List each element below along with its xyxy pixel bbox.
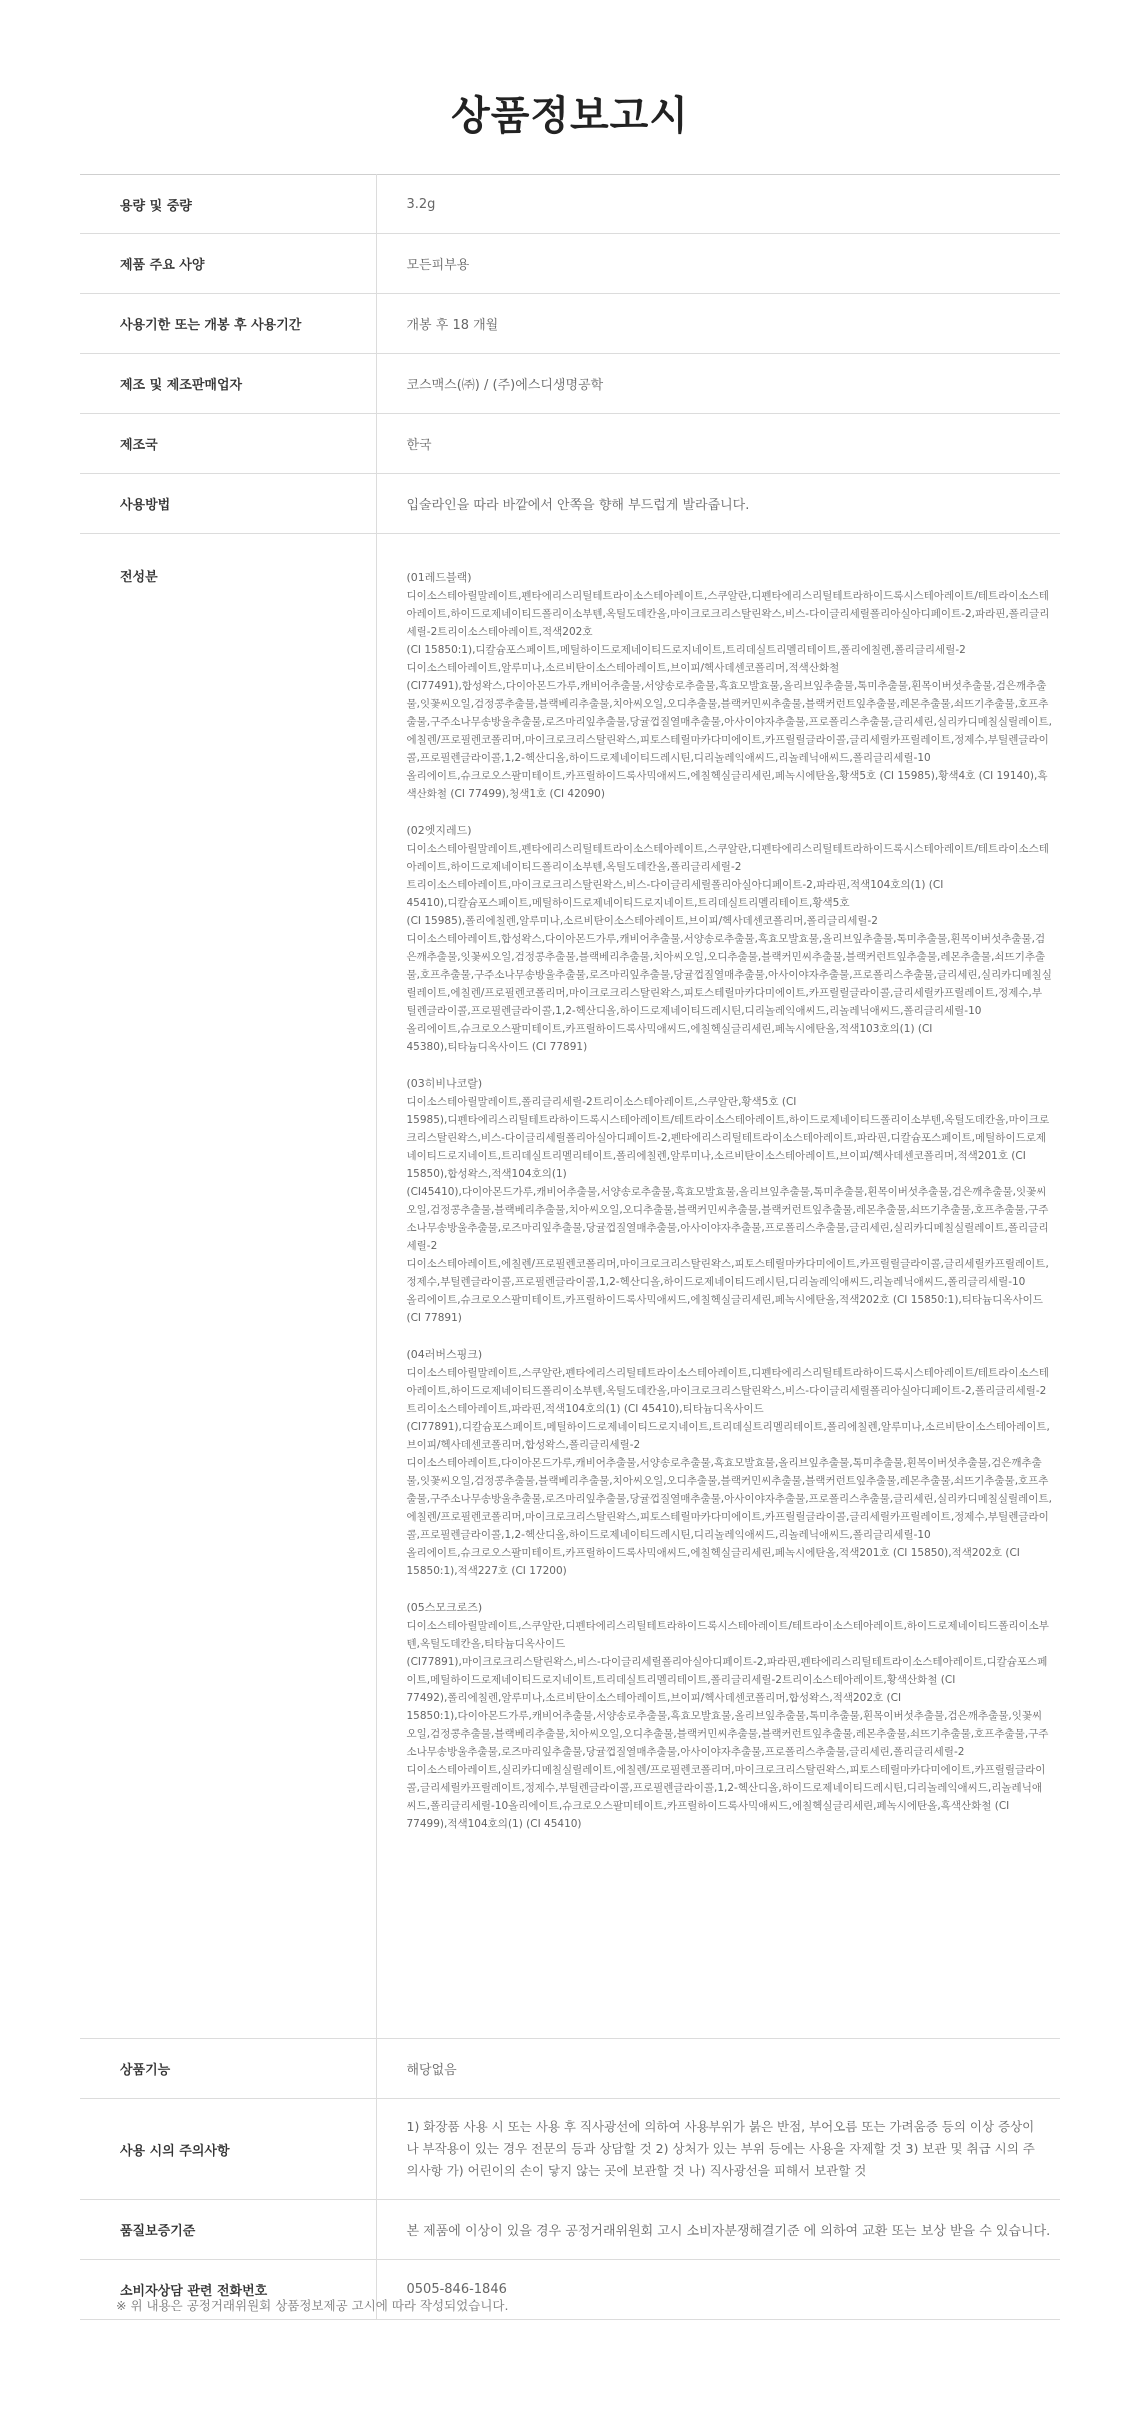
row-function bbox=[80, 2039, 1060, 2099]
row-spec bbox=[80, 234, 1060, 294]
row-caution bbox=[80, 2099, 1060, 2200]
page-title: 상품정보고시 bbox=[451, 93, 689, 139]
ingredient-shade-name: (02엣지레드) bbox=[406, 824, 472, 837]
row-label: 사용 시의 주의사항 bbox=[80, 2099, 376, 2200]
ingredient-list: 디이소스테아릴말레이트,스쿠알란,디펜타에리스리틸테트라하이드록시스테아레이트/테트라이소스테아레이트,하이드로제네이티드폴리이소부텐,옥틸도데칸올,티타늄디옥사이드 (CI77891),마이크로크리스탈린왁스,비스-다이글리세릴폴리아실아디페이트-2,파라핀,펜타에리스리틸테트라이소스테아레이트,디칼슘포스페이트,메틸하이드로제네이티드로지네이트,트리데실트리멜리테이트,폴리글리세릴-2트리이소스테아레이트,황색산화철 (CI 77492),폴리에칠렌,알루미나,소르비탄이소스테아레이트,브이피/헥사데센코폴리머,합성왁스,적색202호 (CI 15850:1),다이아몬드가루,캐비어추출물,서양송로추출물,흑효모발효물,올리브잎추출물,톡미추출물,흰목이버섯추출물,검은깨추출물,잇꽃씨오일,검정콩추출물,블랙베리추출물,치아씨오일,오디추출물,블랙커민씨추출물,블랙커런트잎추출물,레몬추출물,쇠뜨기추출물,호프추출물,구주소나무송방울추출물,로즈마리잎추출물,당귤껍질열매추출물,아사이야자추출물,프로폴리스추출물,글리세린,폴리글리세릴-2 디이소스테아레이트,실리카디메칠실릴레이트,에칠렌/프로필렌코폴리머,마이크로크리스탈린왁스,피토스테릴마카다미에이트,카프릴릴글라이콜,글리세릴카프릴레이트,정제수,부틸렌글라이콜,프로필렌글라이콜,1,2-헥산디올,하이드로제네이티드레시틴,디리놀레익애씨드,리놀레닉애씨드,폴리글리세릴-10올리에이트,슈크로오스팔미테이트,카프릴하이드록사믹애씨드,에칠헥실글리세린,페녹시에탄올,흑색산화철 (CI 77499),적색104호의(1) (CI 45410) bbox=[406, 1620, 1049, 1830]
row-value bbox=[376, 2099, 1060, 2200]
row-label: 제조 및 제조판매업자 bbox=[80, 354, 376, 414]
row-label: 전성분 bbox=[80, 534, 376, 2039]
row-warranty bbox=[80, 2200, 1060, 2260]
product-info-table bbox=[80, 174, 1060, 2320]
row-capacity bbox=[80, 175, 1060, 234]
row-label: 용량 및 중량 bbox=[80, 175, 376, 234]
ingredient-list: 디이소스테아릴말레이트,펜타에리스리틸테트라이소스테아레이트,스쿠알란,디펜타에리스리틸테트라하이드록시스테아레이트/테트라이소스테아레이트,하이드로제네이티드폴리이소부텐,옥틸도데칸올,마이크로크리스탈린왁스,비스-다이글리세릴폴리아실아디페이트-2,파라핀,폴리글리세릴-2트리이소스테아레이트,적색202호 (CI 15850:1),디칼슘포스페이트,메틸하이드로제네이티드로지네이트,트리데실트리멜리테이트,폴리에칠렌,폴리글리세릴-2 디이소스테아레이트,알루미나,소르비탄이소스테아레이트,브이피/헥사데센코폴리머,적색산화철 (CI77491),합성왁스,다이아몬드가루,캐비어추출물,서양송로추출물,흑효모발효물,올리브잎추출물,톡미추출물,흰목이버섯추출물,검은깨추출물,잇꽃씨오일,검정콩추출물,블랙베리추출물,치아씨오일,오디추출물,블랙커민씨추출물,블랙커런트잎추출물,레몬추출물,쇠뜨기추출물,호프추출물,구주소나무송방울추출물,로즈마리잎추출물,당귤껍질열매추출물,아사이야자추출물,프로폴리스추출물,글리세린,실리카디메칠실릴레이트,에칠렌/프로필렌코폴리머,마이크로크리스탈린왁스,피토스테릴마카다미에이트,카프릴릴글라이콜,글리세릴카프릴레이트,정제수,부틸렌글라이콜,프로필렌글라이콜,1,2-헥산디올,하이드로제네이티드레시틴,디리놀레익애씨드,리놀레닉애씨드,폴리글리세릴-10 올리에이트,슈크로오스팔미테이트,카프릴하이드록사믹애씨드,에칠헥실글리세린,페녹시에탄올,황색5호 (CI 15985),황색4호 (CI 19140),흑색산화철 (CI 77499),청색1호 (CI 42090) bbox=[406, 590, 1052, 800]
ingredient-list: 디이소스테아릴말레이트,펜타에리스리틸테트라이소스테아레이트,스쿠알란,디펜타에리스리틸테트라하이드록시스테아레이트/테트라이소스테아레이트,하이드로제네이티드폴리이소부텐,옥틸도데칸올,폴리글리세릴-2 트리이소스테아레이트,마이크로크리스탈린왁스,비스-다이글리세릴폴리아실아디페이트-2,파라핀,적색104호의(1) (CI 45410),디칼슘포스페이트,메틸하이드로제네이티드로지네이트,트리데실트리멜리테이트,황색5호 (CI 15985),폴리에칠렌,알루미나,소르비탄이소스테아레이트,브이피/헥사데센코폴리머,폴리글리세릴-2 디이소스테아레이트,합성왁스,다이아몬드가루,캐비어추출물,서양송로추출물,흑효모발효물,올리브잎추출물,톡미추출물,흰목이버섯추출물,검은깨추출물,잇꽃씨오일,검정콩추출물,블랙베리추출물,치아씨오일,오디추출물,블랙커민씨추출물,블랙커런트잎추출물,레몬추출물,쇠뜨기추출물,호프추출물,구주소나무송방울추출물,로즈마리잎추출물,당귤껍질열매추출물,아사이야자추출물,프로폴리스추출물,글리세린,실리카디메칠실릴레이트,에칠렌/프로필렌코폴리머,마이크로크리스탈린왁스,피토스테릴마카다미에이트,카프릴릴글라이콜,글리세릴카프릴레이트,정제수,부틸렌글라이콜,프로필렌글라이콜,1,2-헥산디올,하이드로제네이티드레시틴,디리놀레익애씨드,리놀레닉애씨드,폴리글리세릴-10 올리에이트,슈크로오스팔미테이트,카프릴하이드록사믹애씨드,에칠헥실글리세린,페녹시에탄올,적색103호의(1) (CI 45380),티타늄디옥사이드 (CI 77891) bbox=[406, 843, 1052, 1053]
ingredient-list: 디이소스테아릴말레이트,폴리글리세릴-2트리이소스테아레이트,스쿠알란,황색5호 (CI 15985),디펜타에리스리틸테트라하이드록시스테아레이트/테트라이소스테아레이트,하이드로제네이티드폴리이소부텐,옥틸도데칸올,마이크로크리스탈린왁스,비스-다이글리세릴폴리아실아디페이트-2,펜타에리스리틸테트라이소스테아레이트,파라핀,디칼슘포스페이트,메틸하이드로제네이티드로지네이트,트리데실트리멜리테이트,폴리에칠렌,알루미나,소르비탄이소스테아레이트,브이피/헥사데센코폴리머,적색201호 (CI 15850),합성왁스,적색104호의(1) (CI45410),다이아몬드가루,캐비어추출물,서양송로추출물,흑효모발효물,올리브잎추출물,톡미추출물,흰목이버섯추출물,검은깨추출물,잇꽃씨오일,검정콩추출물,블랙베리추출물,치아씨오일,오디추출물,블랙커민씨추출물,블랙커런트잎추출물,레몬추출물,쇠뜨기추출물,호프추출물,구주소나무송방울추출물,로즈마리잎추출물,당귤껍질열매추출물,아사이야자추출물,프로폴리스추출물,글리세린,실리카디메칠실릴레이트,폴리글리세릴-2 디이소스테아레이트,에칠렌/프로필렌코폴리머,마이크로크리스탈린왁스,피토스테릴마카다미에이트,카프릴릴글라이콜,글리세릴카프릴레이트,정제수,부틸렌글라이콜,프로필렌글라이콜,1,2-헥산디올,하이드로제네이티드레시틴,디리놀레익애씨드,리놀레닉애씨드,폴리글리세릴-10 올리에이트,슈크로오스팔미테이트,카프릴하이드록사믹애씨드,에칠헥실글리세린,페녹시에탄올,적색202호 (CI 15850:1),티타늄디옥사이드 (CI 77891) bbox=[406, 1096, 1050, 1324]
row-usage bbox=[80, 474, 1060, 534]
row-value: 3.2g bbox=[376, 175, 1060, 234]
row-value: 한국 bbox=[376, 414, 1060, 474]
ingredient-block bbox=[407, 569, 1053, 803]
caution-text: 1) 화장품 사용 시 또는 사용 후 직사광선에 의하여 사용부위가 붉은 반점, 부어오름 또는 가려움증 등의 이상 증상이나 부작용이 있는 경우 전문의 등과 상담할 것 2) 상처가 있는 부위 등에는 사용을 자제할 것 3) 보관 및 취급 시의 주의사항 가) 어린이의 손이 닿지 않는 곳에 보관할 것 나) 직사광선을 피해서 보관할 것 bbox=[406, 2119, 1035, 2178]
row-label: 제조국 bbox=[80, 414, 376, 474]
row-label: 사용방법 bbox=[80, 474, 376, 534]
row-value: 개봉 후 18 개월 bbox=[376, 294, 1060, 354]
ingredient-block bbox=[407, 822, 1053, 1056]
row-expiry bbox=[80, 294, 1060, 354]
row-value: 0505-846-1846 bbox=[376, 2260, 1060, 2320]
ingredient-shade-name: (04러버스핑크) bbox=[406, 1348, 483, 1361]
row-label: 소비자상담 관련 전화번호 bbox=[80, 2260, 376, 2320]
ingredient-block bbox=[407, 1075, 1053, 1327]
row-label: 상품기능 bbox=[80, 2039, 376, 2099]
ingredient-block bbox=[407, 1599, 1053, 1833]
row-value: 모든피부용 bbox=[376, 234, 1060, 294]
ingredient-shade-name: (01레드블랙) bbox=[406, 571, 472, 584]
ingredient-shade-name: (03히비나코랄) bbox=[406, 1077, 483, 1090]
ingredient-shade-name: (05스모크로즈) bbox=[406, 1601, 483, 1614]
ingredient-list: 디이소스테아릴말레이트,스쿠알란,펜타에리스리틸테트라이소스테아레이트,디펜타에리스리틸테트라하이드록시스테아레이트/테트라이소스테아레이트,하이드로제네이티드폴리이소부텐,옥틸도데칸올,마이크로크리스탈린왁스,비스-다이글리세릴폴리아실아디페이트-2,폴리글리세릴-2트리이소스테아레이트,파라핀,적색104호의(1) (CI 45410),티타늄디옥사이드 (CI77891),디칼슘포스페이트,메틸하이드로제네이티드로지네이트,트리데실트리멜리테이트,폴리에칠렌,알루미나,소르비탄이소스테아레이트,브이피/헥사데센코폴리머,합성왁스,폴리글리세릴-2 디이소스테아레이트,다이아몬드가루,캐비어추출물,서양송로추출물,흑효모발효물,올리브잎추출물,톡미추출물,흰목이버섯추출물,검은깨추출물,잇꽃씨오일,검정콩추출물,블랙베리추출물,치아씨오일,오디추출물,블랙커민씨추출물,블랙커런트잎추출물,레몬추출물,쇠뜨기추출물,호프추출물,구주소나무송방울추출물,로즈마리잎추출물,당귤껍질열매추출물,아사이야자추출물,프로폴리스추출물,글리세린,실리카디메칠실릴레이트,에칠렌/프로필렌코폴리머,마이크로크리스탈린왁스,피토스테릴마카다미에이트,카프릴릴글라이콜,글리세릴카프릴레이트,정제수,부틸렌글라이콜,프로필렌글라이콜,1,2-헥산디올,하이드로제네이티드레시틴,디리놀레익애씨드,리놀레닉애씨드,폴리글리세릴-10 올리에이트,슈크로오스팔미테이트,카프릴하이드록사믹애씨드,에칠헥실글리세린,페녹시에탄올,적색201호 (CI 15850),적색202호 (CI 15850:1),적색227호 (CI 17200) bbox=[406, 1367, 1052, 1577]
ingredients-value bbox=[376, 534, 1060, 2039]
footnote: ※ 위 내용은 공정거래위원회 상품정보제공 고시에 따라 작성되었습니다. bbox=[116, 2298, 509, 2313]
row-label: 품질보증기준 bbox=[80, 2200, 376, 2260]
row-maker bbox=[80, 354, 1060, 414]
row-value: 코스맥스(㈜) / (주)에스디생명공학 bbox=[376, 354, 1060, 414]
row-value: 해당없음 bbox=[376, 2039, 1060, 2099]
row-ingredients bbox=[80, 534, 1060, 2039]
ingredient-block bbox=[407, 1346, 1053, 1580]
row-value: 본 제품에 이상이 있을 경우 공정거래위원회 고시 소비자분쟁해결기준 에 의하여 교환 또는 보상 받을 수 있습니다. bbox=[376, 2200, 1060, 2260]
row-value: 입술라인을 따라 바깥에서 안쪽을 향해 부드럽게 발라줍니다. bbox=[376, 474, 1060, 534]
row-country bbox=[80, 414, 1060, 474]
row-label: 제품 주요 사양 bbox=[80, 234, 376, 294]
row-label: 사용기한 또는 개봉 후 사용기간 bbox=[80, 294, 376, 354]
